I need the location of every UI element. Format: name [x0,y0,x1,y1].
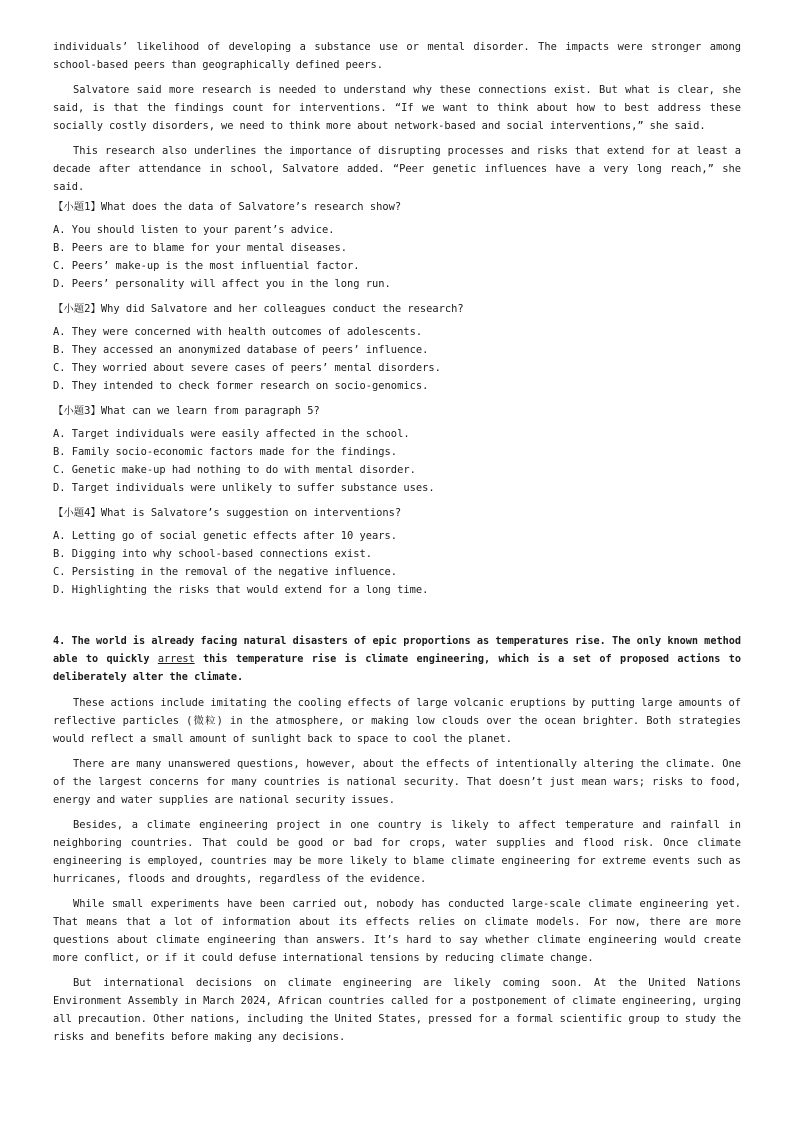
passage4-paragraph-2: There are many unanswered questions, however, about the effects of intentionally altering the climate. One of the largest concerns for many countries is national security. That doesn’t just mean wars; risks to food, energy and water supplies are national security issues. [53,758,741,806]
document-page [53,38,741,1046]
question-2 [53,300,741,395]
question-3-options [53,425,741,497]
question-4-option-c: C. Persisting in the removal of the negative influence. [53,566,398,578]
question-3-option-b: B. Family socio-economic factors made for the findings. [53,446,398,458]
question-2-options [53,323,741,395]
question-1-option-d: D. Peers’ personality will affect you in the long run. [53,278,391,290]
question-3-stem: 【小题3】What can we learn from paragraph 5? [53,405,320,417]
question-3-option-d: D. Target individuals were unlikely to suffer substance uses. [53,482,435,494]
passage1-paragraph-3: This research also underlines the importance of disrupting processes and risks that extend for at least a decade after attendance in school, Salvatore added. “Peer genetic influences have a very long reach,” she said. [53,145,741,193]
passage4-paragraph-5: But international decisions on climate engineering are likely coming soon. At the United Nations Environment Assembly in March 2024, African countries called for a postponement of climate engineering, urging all precaution. Other nations, including the United States, pressed for a formal scientific group to study the risks and benefits before making any decisions. [53,977,741,1043]
passage4-heading [53,633,741,687]
question-1-option-b: B. Peers are to blame for your mental diseases. [53,242,348,254]
question-2-option-a: A. They were concerned with health outcomes of adolescents. [53,326,423,338]
question-4-option-d: D. Highlighting the risks that would extend for a long time. [53,584,429,596]
passage4-paragraph-1: These actions include imitating the cooling effects of large volcanic eruptions by putting large amounts of reflective particles (微粒) in the atmosphere, or making low clouds over the ocean brighter. Both strategies would reflect a small amount of sunlight back to space to cool the planet. [53,697,741,745]
passage1-paragraph-2: Salvatore said more research is needed to understand why these connections exist. But what is clear, she said, is that the findings count for interventions. “If we want to think about how to best address these socially costly disorders, we need to think more about network-based and social interventions,” she said. [53,84,741,132]
question-3-option-c: C. Genetic make-up had nothing to do with mental disorder. [53,464,416,476]
question-1-option-a: A. You should listen to your parent’s advice. [53,224,335,236]
question-4-option-b: B. Digging into why school-based connections exist. [53,548,373,560]
question-2-option-b: B. They accessed an anonymized database of peers’ influence. [53,344,429,356]
question-2-stem: 【小题2】Why did Salvatore and her colleagues conduct the research? [53,303,464,315]
question-3 [53,402,741,497]
question-1 [53,198,741,293]
question-4 [53,504,741,599]
question-2-option-d: D. They intended to check former research on socio-genomics. [53,380,429,392]
question-1-option-c: C. Peers’ make-up is the most influential factor. [53,260,360,272]
question-4-options [53,527,741,599]
passage1-paragraph-1: individuals’ likelihood of developing a substance use or mental disorder. The impacts were stronger among school-based peers than geographically defined peers. [53,41,741,71]
passage4-paragraph-4: While small experiments have been carried out, nobody has conducted large-scale climate engineering yet. That means that a lot of information about its effects relies on climate models. For now, there are more questions about climate engineering than answers. It’s hard to say whether climate engineering would create more conflict, or if it could defuse international tensions by reducing climate change. [53,898,741,964]
passage4-paragraph-3: Besides, a climate engineering project in one country is likely to affect temperature and rainfall in neighboring countries. That could be good or bad for crops, water supplies and flood risk. Once climate engineering is employed, countries may be more likely to blame climate engineering for extreme events such as hurricanes, floods and droughts, regardless of the evidence. [53,819,741,885]
passage4-heading-start: 4. The world is already facing natural disasters of epic proportions as temperatures rise. The only known method able to quickly [53,636,741,665]
question-2-option-c: C. They worried about severe cases of peers’ mental disorders. [53,362,441,374]
question-1-options [53,221,741,293]
question-3-option-a: A. Target individuals were easily affected in the school. [53,428,410,440]
underlined-word-arrest: arrest [157,654,195,665]
question-4-option-a: A. Letting go of social genetic effects after 10 years. [53,530,398,542]
question-4-stem: 【小题4】What is Salvatore’s suggestion on interventions? [53,507,402,519]
passage4-heading-end: this temperature rise is climate engineering, which is a set of proposed actions to deliberately alter the climate. [53,654,741,683]
question-1-stem: 【小题1】What does the data of Salvatore’s research show? [53,201,402,213]
